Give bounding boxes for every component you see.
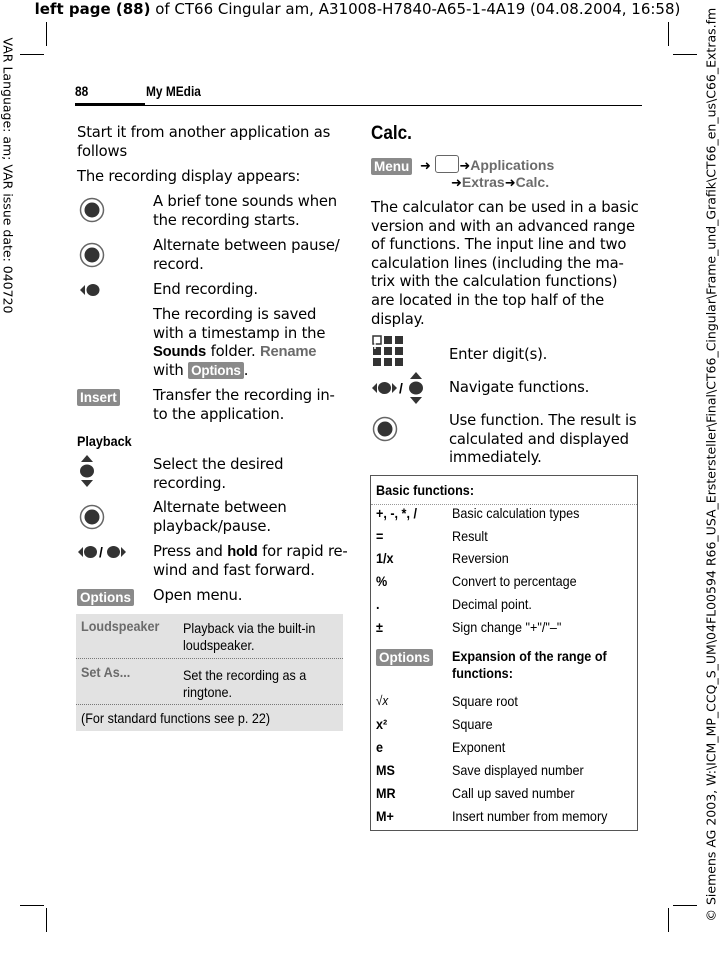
left-key-icon [78, 282, 102, 298]
ext-fn-sym: MS [376, 762, 395, 778]
insert-key[interactable]: Insert [77, 387, 120, 406]
center-select-icon [79, 504, 105, 530]
functions-box [370, 475, 638, 831]
ext-fn-sym: MR [376, 785, 396, 801]
keypad-icon [372, 335, 404, 367]
set-as-desc: Set the recording as a ringtone. [183, 667, 307, 700]
header-rule-thick [75, 103, 145, 106]
end-text: End recording. [153, 281, 258, 298]
options-key-row[interactable]: Options [77, 587, 134, 606]
enter-digits-text: Enter digit(s). [449, 346, 548, 363]
rewind-text: Press and hold for rapid re- wind and fast forward. [153, 543, 348, 579]
right-margin-text: © Siemens AG 2003, W:\ICM_MP_CCQ_S_UM\04FL00594 R66_USA_Erstersteller\Final\CT66_Cingular\Frame_und_Grafik\CT66_en_us\C66_Extras.fm [703, 7, 719, 922]
loudspeaker-label: Loudspeaker [81, 618, 160, 634]
options-key[interactable]: Options [188, 362, 244, 379]
path-calc[interactable]: Calc. [515, 174, 550, 190]
header-page-ref: left page (88) [34, 0, 151, 18]
basic-sym: . [376, 596, 380, 612]
ext-fn-desc: Save displayed number [452, 762, 584, 778]
svg-text:/: / [399, 380, 403, 396]
path-applications[interactable]: Applications [470, 157, 555, 173]
select-text: Select the desired recording. [153, 456, 284, 492]
center-select-icon [79, 197, 105, 223]
basic-desc: Basic calculation types [452, 505, 580, 521]
basic-desc: Reversion [452, 550, 509, 566]
ext-fn-desc: Exponent [452, 739, 506, 755]
intro-text: Start it from another application as follows [77, 124, 331, 160]
ext-fn-desc: Call up saved number [452, 785, 575, 801]
navigate-text: Navigate functions. [449, 379, 590, 396]
basic-desc: Convert to percentage [452, 573, 577, 589]
playback-heading: Playback [77, 433, 132, 449]
ext-fn-sym: e [376, 739, 384, 755]
ext-fn-desc: Insert number from memory [452, 808, 608, 824]
loudspeaker-desc: Playback via the built-in loudspeaker. [183, 620, 316, 653]
insert-text: Transfer the recording in- to the application. [153, 387, 335, 423]
square-sym: x² [376, 716, 388, 732]
pause-text: Alternate between pause/ record. [153, 237, 340, 273]
basic-desc: Decimal point. [452, 596, 532, 612]
page-title: My MEdia [146, 83, 201, 99]
table-row [76, 659, 343, 705]
ext-fn-desc: Square [452, 716, 493, 732]
calc-heading: Calc. [371, 123, 412, 144]
up-down-key-icon [79, 454, 95, 488]
navigation-key-icon [371, 371, 441, 405]
table-row [76, 614, 343, 659]
left-margin-text: VAR Language: am; VAR issue date: 040720 [0, 37, 16, 314]
calc-description: The calculator can be used in a basic version and with an advanced range of functions. The input line and two calculation lines (including the ma- trix with the calculation functions) are located in the top half of the display. [371, 199, 639, 328]
rename-link[interactable]: Rename [259, 344, 317, 361]
sounds-folder: Sounds [153, 344, 207, 361]
menu-path-2: ➜Extras➜Calc. [451, 174, 550, 191]
open-menu-text: Open menu. [153, 587, 243, 604]
ext-desc: Expansion of the range of functions: [452, 648, 607, 681]
tone-text: A brief tone sounds when the recording starts. [153, 193, 337, 229]
path-extras[interactable]: Extras [461, 174, 505, 190]
display-text: The recording display appears: [77, 168, 301, 185]
menu-path: ➜ ➜Applications [420, 157, 555, 174]
menu-key[interactable]: Menu [371, 156, 412, 175]
center-select-icon [79, 242, 105, 268]
basic-sym: % [376, 573, 388, 589]
svg-text:/: / [99, 544, 103, 560]
display-icon [435, 155, 459, 173]
box-title: Basic functions: [376, 482, 475, 498]
saved-text: The recording is saved with a timestamp in the Sounds folder. Rename with Options . [153, 306, 326, 379]
sqrt-sym: √x [376, 693, 389, 708]
basic-sym: +, -, *, / [376, 505, 417, 521]
basic-desc: Sign change "+"/"–" [452, 619, 562, 635]
document-header [0, 0, 715, 18]
basic-sym: ± [376, 619, 383, 635]
ext-options-key[interactable]: Options [376, 647, 433, 666]
ext-fn-sym: M+ [376, 808, 394, 824]
ext-fn-desc: Square root [452, 693, 518, 709]
header-rule [145, 105, 642, 106]
use-function-text: Use function. The result is calculated and displayed immediately. [449, 412, 637, 467]
basic-sym: 1/x [376, 550, 394, 566]
header-doc-info: of CT66 Cingular am, A31008-H7840-A65-1-4A19 (04.08.2004, 16:58) [150, 0, 681, 18]
options-table [76, 614, 343, 731]
page-number: 88 [75, 83, 89, 99]
basic-sym: = [376, 528, 384, 544]
center-select-icon [372, 416, 398, 442]
set-as-label: Set As... [81, 664, 131, 680]
table-footer: (For standard functions see p. 22) [76, 705, 343, 731]
toggle-text: Alternate between playback/pause. [153, 499, 287, 535]
basic-desc: Result [452, 528, 488, 544]
left-right-key-icon [77, 544, 131, 560]
